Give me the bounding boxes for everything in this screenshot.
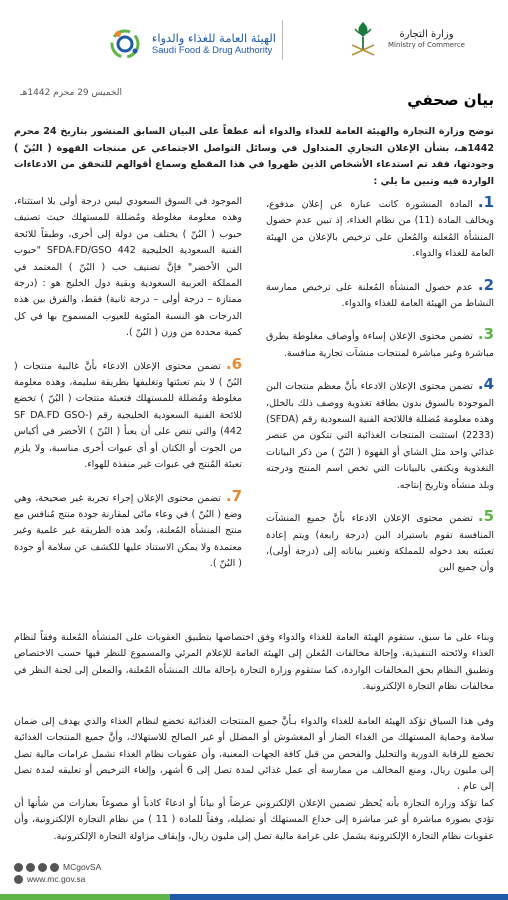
closing-paragraph: كما تؤكد وزارة التجارة بأنه يُحظر تضمين الإعلان الإلكتروني عرضاً أو بياناً أو ادعاءً كاذباً أو مصوغاً بعبارات من شأنها أن تؤدي بصورة مباشرة أو غير مباشرة إلى خداع المستهلك أو تضليله، وفقاً للمادة ( 11 ) من نظام التجارة الإلكترونية، وأن عقوبات نظام التجارة الإلكترونية يشمل على غرامة مالية تصل إلى مليون ريال، وإيقاف مزاولة التجارة الإلكترونية. (14, 798, 494, 842)
date: الخميس 29 محرم 1442هـ (20, 88, 122, 98)
ministry-name-ar: وزارة التجارة (399, 28, 454, 40)
page-title: بيان صحفي (407, 91, 494, 109)
points-column-left (14, 194, 242, 587)
footer-color-bar (0, 894, 508, 900)
intro-paragraph: توضح وزارة التجارة والهيئة العامة للغذاء والدواء أنه عطفاً على البيان السابق المنشور بتاريخ 24 محرم 1442هـ، بشأن الإعلان التجاري المتداول في وسائل التواصل الاجتماعي عن منتجات القهوة ( البُنّ ) وجودتها، فقد تم استدعاء الأشخاص الذين ظهروا في هذا المقطع وسماع أقوالهم للتحقق من الادعاءات الواردة فيه وتبين ما يلي : (14, 126, 494, 187)
point-item (14, 488, 242, 573)
twitter-icon[interactable] (14, 863, 23, 872)
social-handle[interactable]: MCgovSA (63, 862, 102, 872)
point-number: 2. (477, 275, 494, 294)
header (0, 0, 508, 85)
point-number: 5. (477, 507, 494, 526)
footer (0, 852, 508, 900)
point-item (266, 194, 494, 263)
point-item (266, 376, 494, 494)
website-link[interactable]: www.mc.gov.sa (27, 874, 86, 884)
point-text: تضمن محتوى الإعلان إساءة وأوصاف مغلوطة بطرق مباشرة وغير مباشرة لمنتجات منشآت تجارية منافسة. (266, 331, 494, 359)
point-number: 4. (477, 375, 494, 394)
sfda-emblem-icon (104, 24, 146, 64)
point-item (266, 508, 494, 577)
points-column-right (266, 194, 494, 591)
point-number: 3. (477, 325, 494, 344)
sfda-name-en: Saudi Food & Drug Authority (151, 45, 273, 57)
social-links (14, 862, 101, 884)
point-item (266, 326, 494, 362)
point-text: تضمن محتوى الإعلان الادعاء بأنَّ غالبية منتجات ( البُنّ ) لا يتم تعبئتها وتغليفها بطريقة سليمة، وهذه معلومة مغلوطة ومُضللة للمستهلك فتعبئة منتجات ( البُنّ ) تخضع للائحة الفنية السعودية الخليجية رقم (-SF DA.FD GSO 442) والتي تنص على أن يعبأ ( البُنّ ) الأخضر في أكياس من الجوت أو الكتان أو أي عبوات أخرى مناسبة، ولا يلزم تعبئة المُنتج في عبوات غير منفذة للهواء. (14, 360, 242, 471)
snapchat-icon[interactable] (50, 863, 59, 872)
point-number: 7. (225, 486, 242, 505)
point-number: 6. (225, 354, 242, 373)
youtube-icon[interactable] (38, 863, 47, 872)
point-text: الموجود في السوق السعودي ليس درجة أولى بلا استثناء، وهذه معلومة مغلوطة ومُضللة للمستهلك حيث تصنيف حبوب ( البُنّ ) يختلف من دولة إلى أخرى، وطبقاً للائحة الفنية السعودية الخليجية 442 SFDA.FD/GSO "حبوب البن الأخضر" فإنَّ تصنيف حب ( البُنّ ) المعتمد في المملكة العربية السعودية وبقية دول الخليج هو : (درجة ممتازة – درجة أولى – درجة ثانية) فقط، والفرق بين هذه الدرجات هو النسبة المئوية للعيوب المسموح بها في كل كمية محددة من وزن ( البُنّ ). (14, 196, 243, 339)
sfda-logo (14, 22, 276, 66)
point-item (14, 356, 242, 474)
closing-paragraph: وفي هذا السياق تؤكد الهيئة العامة للغذاء والدواء بـأنَّ جميع المنتجات الغذائية تخضع لنظام الغذاء والذي يهدف إلى ضمان سلامة وحماية المستهلك من الغذاء الضار أو المغشوش أو المضلل أو غير الصالح للاستهلاك، وأنَّ جميع المنتجات الغذائية تخضع للرقابة الدورية والتحليل والفحص من قبل كافة الجهات المعنية، وأن عقوبات نظام الغذاء تشمل غرامات مالية تصل إلى مليون ريال، ومنع المخالف من ممارسة أي عمل غذائي لمدة تصل إلى 6 أشهر، وإلغاء الترخيص أو تعليقه لمدة تصل إلى عام . (14, 716, 494, 793)
instagram-icon[interactable] (26, 863, 35, 872)
point-text: المادة المنشورة كانت عبارة عن إعلان مدفوع، ويخالف المادة (11) من نظام الغذاء، إذ تبين عدم حصول المنشأة المُعلنة والمُعلن على ترخيص بالإعلان من الهيئة العامة للغذاء والدواء. (266, 199, 494, 260)
header-divider (282, 20, 283, 60)
point-text: عدم حصول المنشأة المُعلنة على ترخيص ممارسة النشاط من الهيئة العامة للغذاء والدواء. (266, 281, 494, 310)
ministry-name-en: Ministry of Commerce (388, 40, 465, 49)
closing-paragraph: وبناء على ما سبق، ستقوم الهيئة العامة للغذاء والدواء وفق اختصاصها بتطبيق العقوبات على المنشأة المُعلنة وفقاً لنظام الغذاء ولائحته التنفيذية، وإحالة مخالفات المُعلن إلى الهيئة العامة للإعلام المرئي والمسموع للنظر فيها حسب الاختصاص وتطبيق النظام بحق المخالفات الواردة، كما ستقوم وزارة التجارة بإحالة مالك المنشأة المُعلنة، والمعلن إلى لجنة النظر في مخالفات نظام التجارة الإلكترونية. (14, 632, 494, 692)
point-text: تضمن محتوى الإعلان الادعاء بأنَّ جميع المنشآت المنافسة تقوم باستيراد البن (درجة رابعة) ويتم إعادة تعبئته بعد دخوله للمملكة وتغيير بياناته إلى (درجة أولى)، وأن جميع البن (266, 513, 494, 574)
point-number: 1. (477, 193, 494, 211)
point-item (266, 277, 494, 313)
globe-icon (14, 875, 23, 884)
ministry-of-commerce-logo (346, 14, 496, 64)
saudi-emblem-icon (346, 19, 380, 59)
point-text: تضمن محتوى الإعلان إجراء تجربة غير صحيحة، وهي وضع ( البُنّ ) في وعاء مائي لمقارنة جودة منتج مُنافس مع منتج المنشأة المُعلنة، وتُعد هذه الطريقة غير علمية وغير معتمدة ولا يمكن الاستناد عليها للكشف عن سلامة أو جودة ( البُنّ ). (14, 492, 242, 570)
point-continuation (14, 194, 242, 342)
sfda-name-ar: الهيئة العامة للغذاء والدواء (151, 30, 276, 45)
point-text: تضمن محتوى الإعلان الادعاء بأنَّ معظم منتجات البن الموجودة بالسوق بدون بطاقة تغذوية ووصف ذلك بالخلل، وهذه معلومة مُضللة فاللائحة الفنية السعودية رقم (SFDA) (2233) استثنت المنتجات الغذائية التي تتكون من عنصر غذائي واحد مثل الشاي أو القهوة ( البُنّ ) من ذكر البيانات التغذوية ويكتفى بالبيانات التي تخص اسم المنتج ودرجته وبلد منشأه وتاريخ إنتاجه. (266, 381, 494, 491)
